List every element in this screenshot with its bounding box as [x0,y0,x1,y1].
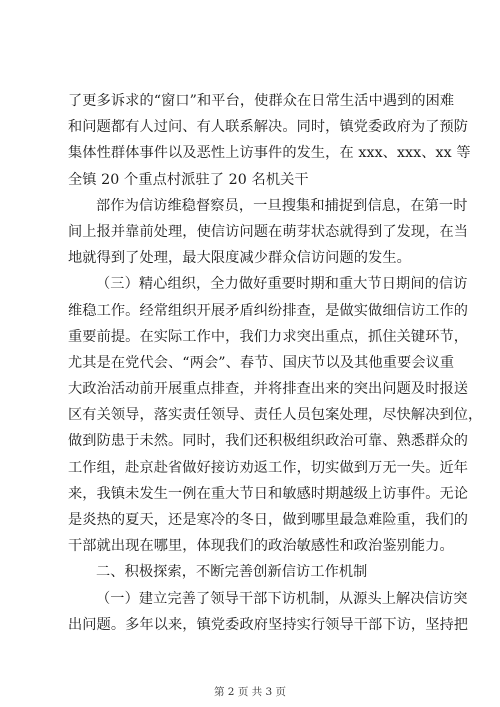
text-line: 和问题都有人过问、有人联系解决。同时，镇党委政府为了预防 [68,119,469,136]
text-line: 重要前提。在实际工作中，我们力求突出重点，抓住关键环节， [68,328,469,345]
section-heading-line: （三）精心组织，全力做好重要时期和重大节日期间的信访 [96,276,468,293]
text-line: 部作为信访维稳督察员，一旦搜集和捕捉到信息，在第一时 [96,197,468,214]
text-line: 大政治活动前开展重点排查，并将排查出来的突出问题及时报送 [68,381,469,398]
text-line: 干部就出现在哪里，体现我们的政治敏感性和政治鉴别能力。 [68,538,454,555]
text-line: 来，我镇未发生一例在重大节日和敏感时期越级上访事件。无论 [68,485,469,502]
document-body [68,88,483,638]
text-line: 了更多诉求的“窗口”和平台，使群众在日常生活中遇到的困难 [68,93,455,109]
text-line: 地就得到了处理，最大限度减少群众信访问题的发生。 [68,250,411,267]
text-line: 间上报并靠前处理，使信访问题在萌芽状态就得到了发现，在当 [68,223,469,240]
text-line: 维稳工作。经常组织开展矛盾纠纷排查，是做实做细信访工作的 [68,302,469,319]
section-heading-line: 二、积极探索，不断完善创新信访工作机制 [96,564,368,581]
text-line: 工作组，赴京赴省做好接访劝返工作，切实做到万无一失。近年 [68,459,469,476]
text-line: 集体性群体事件以及恶性上访事件的发生，在 xxx、xxx、xx 等 [68,145,471,162]
section-heading-line: （一）建立完善了领导干部下访机制，从源头上解决信访突 [96,590,468,607]
text-line: 尤其是在党代会、“两会”、春节、国庆节以及其他重要会议重 [68,354,455,371]
page-number-footer: 第 2 页 共 3 页 [213,686,287,698]
text-line: 区有关领导，落实责任领导、责任人员包案处理，尽快解决到位， [68,407,483,424]
text-line: 做到防患于未然。同时，我们还积极组织政治可靠、熟悉群众的 [68,433,469,450]
text-line: 出问题。多年以来，镇党委政府坚持实行领导干部下访，坚持把 [68,616,469,633]
text-line: 全镇 20 个重点村派驻了 20 名机关干 [68,171,309,188]
text-line: 是炎热的夏天，还是寒冷的冬日，做到哪里最急难险重，我们的 [68,512,469,528]
